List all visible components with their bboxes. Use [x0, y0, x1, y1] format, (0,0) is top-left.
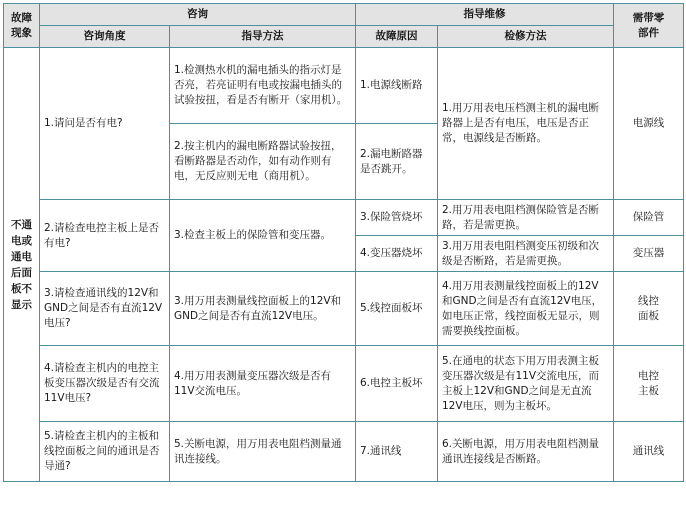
- header-guide-method: 指导方法: [170, 26, 356, 48]
- repair-method-cell: 4.用万用表测量线控面板上的12V和GND之间是否有直流12V电压，如电压正常，线控面板无显示，则需要换线控面板。: [438, 272, 614, 346]
- repair-method-cell: 3.用万用表电阻档测变压初级和次级是否断路，若是需更换。: [438, 236, 614, 272]
- consult-angle-cell: 4.请检查主机内的电控主板变压器次级是否有交流11V电压?: [40, 346, 170, 422]
- fault-cause-cell: 7.通讯线: [356, 422, 438, 482]
- header-repair-method: 检修方法: [438, 26, 614, 48]
- consult-angle-cell: 3.请检查通讯线的12V和GND之间是否有直流12V电压?: [40, 272, 170, 346]
- guide-method-cell: 3.用万用表测量线控面板上的12V和GND之间是否有直流12V电压。: [170, 272, 356, 346]
- guide-method-cell: 2.按主机内的漏电断路器试验按扭，看断路器是否动作，如有动作则有电，无反应则无电（商用机）。: [170, 124, 356, 200]
- header-row-top: [4, 4, 684, 26]
- fault-cause-cell: 2.漏电断路器是否跳开。: [356, 124, 438, 200]
- repair-method-cell: 5.在通电的状态下用万用表测主板变压器次级是有11V交流电压，而主板上12V和GND之间是无直流12V电压，则为主板坏。: [438, 346, 614, 422]
- fault-cause-cell: 5.线控面板坏: [356, 272, 438, 346]
- consult-angle-cell: 5.请检查主机内的主板和线控面板之间的通讯是否导通?: [40, 422, 170, 482]
- table-row: [4, 346, 684, 422]
- repair-method-cell: 6.关断电源，用万用表电阻档测量通讯连接线是否断路。: [438, 422, 614, 482]
- part-cell: 保险管: [614, 200, 684, 236]
- table-row: [4, 200, 684, 236]
- fault-cause-cell: 3.保险管烧坏: [356, 200, 438, 236]
- header-repair: 指导维修: [356, 4, 614, 26]
- consult-angle-cell: 1.请问是否有电?: [40, 48, 170, 200]
- repair-method-cell: 1.用万用表电压档测主机的漏电断路器上是否有电压，电压是否正常，电源线是否断路。: [438, 48, 614, 200]
- header-consult: 咨询: [40, 4, 356, 26]
- consult-angle-cell: 2.请检查电控主板上是否有电?: [40, 200, 170, 272]
- table-row: [4, 272, 684, 346]
- table-row: [4, 48, 684, 124]
- part-cell: 变压器: [614, 236, 684, 272]
- header-consult-angle: 咨询角度: [40, 26, 170, 48]
- troubleshooting-table-wrapper: [3, 3, 683, 503]
- part-cell: 电控 主板: [614, 346, 684, 422]
- fault-cause-cell: 1.电源线断路: [356, 48, 438, 124]
- part-cell: 电源线: [614, 48, 684, 200]
- header-row-sub: [4, 26, 684, 48]
- repair-method-cell: 2.用万用表电阻档测保险管是否断路，若是需更换。: [438, 200, 614, 236]
- header-parts: 需带零 部件: [614, 4, 684, 48]
- fault-cause-cell: 4.变压器烧坏: [356, 236, 438, 272]
- part-cell: 线控 面板: [614, 272, 684, 346]
- guide-method-cell: 4.用万用表测量变压器次级是否有11V交流电压。: [170, 346, 356, 422]
- part-cell: 通讯线: [614, 422, 684, 482]
- header-fault-cause: 故障原因: [356, 26, 438, 48]
- guide-method-cell: 1.检测热水机的漏电插头的指示灯是否亮，若亮证明有电或按漏电插头的试验按扭，看是否有断开（家用机）。: [170, 48, 356, 124]
- troubleshooting-table: [3, 3, 684, 482]
- guide-method-cell: 5.关断电源，用万用表电阻档测量通讯连接线。: [170, 422, 356, 482]
- fault-cause-cell: 6.电控主板坏: [356, 346, 438, 422]
- symptom-cell: 不通 电或 通电 后面 板不 显示: [4, 48, 40, 482]
- guide-method-cell: 3.检查主板上的保险管和变压器。: [170, 200, 356, 272]
- table-row: [4, 422, 684, 482]
- header-symptom: 故障 现象: [4, 4, 40, 48]
